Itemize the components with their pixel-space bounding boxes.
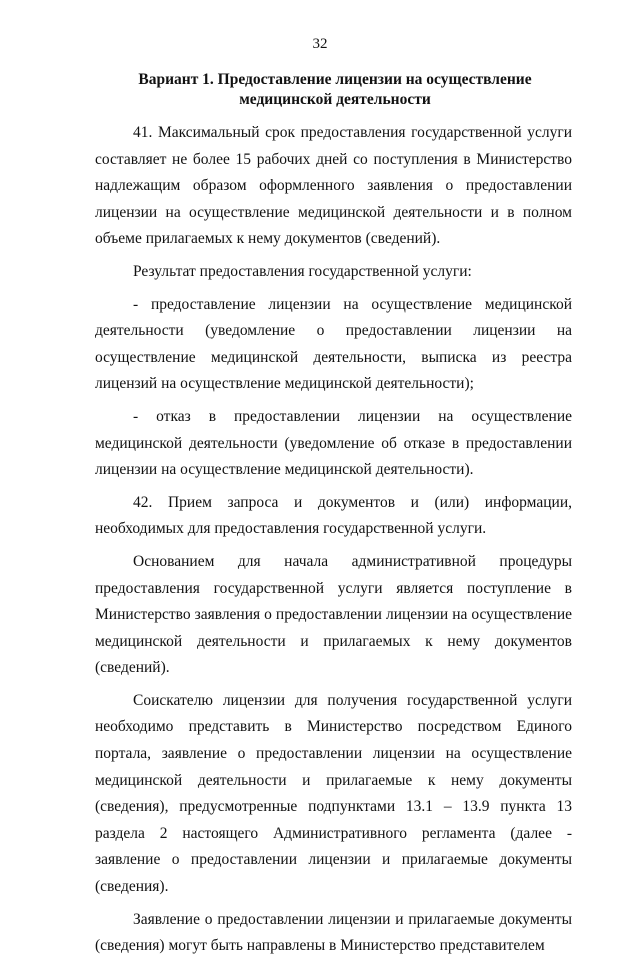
document-body bbox=[95, 120, 572, 960]
paragraph-result-grant: - предоставление лицензии на осуществление медицинской деятельности (уведомление о предоставлении лицензии на осуществление медицинской деятельности, выписка из реестра лицензий на осуществление медицинской деятельности); bbox=[95, 295, 572, 393]
section-heading-line-2: медицинской деятельности bbox=[239, 91, 431, 108]
paragraph-result-refusal: - отказ в предоставлении лицензии на осуществление медицинской деятельности (уведомление об отказе в предоставлении лицензии на осуществление медицинской деятельности). bbox=[95, 407, 572, 479]
section-heading-line-1: Вариант 1. Предоставление лицензии на осуществление bbox=[138, 71, 532, 88]
paragraph-42-request-reception: 42. Прием запроса и документов и (или) информации, необходимых для предоставления государственной услуги. bbox=[95, 493, 572, 538]
page-number: 32 bbox=[312, 36, 328, 52]
paragraph-representative-submission: Заявление о предоставлении лицензии и прилагаемые документы (сведения) могут быть направлены в Министерство представителем bbox=[95, 910, 572, 955]
paragraph-service-result-intro: Результат предоставления государственной услуги: bbox=[133, 262, 472, 280]
paragraph-applicant-submission: Соискателю лицензии для получения государственной услуги необходимо представить в Министерство посредством Единого портала, заявление о предоставлении лицензии на осуществление медицинской деятельности и прилагаемые к нему документы (сведения), предусмотренные подпунктами 13.1 – 13.9 пункта 13 раздела 2 настоящего Административного регламента (далее - заявление о предоставлении лицензии и прилагаемые документы (сведения). bbox=[95, 691, 572, 896]
paragraph-41-max-term: 41. Максимальный срок предоставления государственной услуги составляет не более 15 рабочих дней со поступления в Министерство надлежащим образом оформленного заявления о предоставлении лицензии на осуществление медицинской деятельности и в полном объеме прилагаемых к нему документов (сведений). bbox=[95, 124, 572, 248]
section-heading bbox=[100, 70, 570, 110]
paragraph-procedure-basis: Основанием для начала административной процедуры предоставления государственной услуги является поступление в Министерство заявления о предоставлении лицензии на осуществление медицинской деятельности и прилагаемых к нему документов (сведений). bbox=[95, 552, 572, 677]
